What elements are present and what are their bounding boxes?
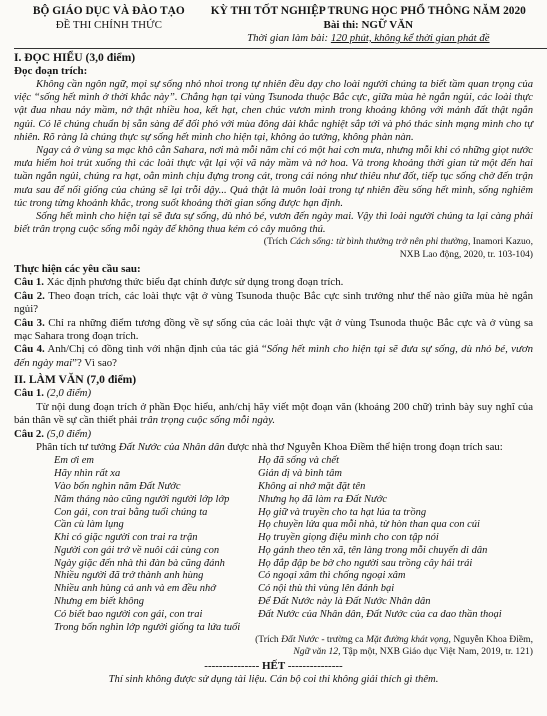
source-work: Cách sống: từ bình thường trở nên phi thường bbox=[289, 236, 468, 248]
source-pre: (Trích bbox=[263, 236, 290, 248]
poem-left-line: Cần cù làm lụng bbox=[54, 519, 124, 531]
poem-left-line: Nhiều người đã trở thành anh hùng bbox=[54, 570, 204, 582]
writing-q1-text bbox=[14, 401, 533, 428]
question-4 bbox=[14, 343, 533, 370]
writing-section-title: II. LÀM VĂN (7,0 điểm) bbox=[14, 373, 137, 387]
writing-q1-body: Từ nội dung đoạn trích ở phần Đọc hiểu, anh/chị hãy viết một đoạn văn (khoảng 200 chữ) trình bày suy nghĩ của bản thân về sự cần thiết phải bbox=[14, 400, 533, 427]
header-right bbox=[204, 4, 533, 45]
question-4-quote: Sống hết mình cho hiện tại sẽ đưa sự sống, dù nhỏ bé, vươn đến ngày mai bbox=[14, 343, 533, 369]
poem-left-line: Em ơi em bbox=[54, 455, 95, 467]
writing-q2-emphasis: Đất Nước của Nhân dân bbox=[118, 440, 225, 453]
poem-src-pre: (Trích bbox=[255, 634, 282, 646]
ministry-name: BỘ GIÁO DỤC VÀ ĐÀO TẠO bbox=[32, 5, 185, 17]
exam-subject: Bài thi: NGỮ VĂN bbox=[323, 19, 414, 31]
poem-left-column bbox=[14, 455, 258, 634]
poem-right-line: Có ngoại xâm thì chống ngoại xâm bbox=[257, 570, 406, 582]
poem-left-line: Ngày giặc đến nhà thì đàn bà cũng đánh bbox=[54, 557, 225, 569]
writing-q1-label: Câu 1. bbox=[14, 387, 44, 400]
exam-header bbox=[14, 4, 533, 45]
question-2-text: Theo đoạn trích, các loài thực vật ở vùng Tsunoda thuộc Bắc cực sinh trưởng như thế nào giữa mùa hè ngắn ngủi? bbox=[14, 289, 534, 316]
question-2-label: Câu 2. bbox=[14, 289, 45, 302]
question-3-label: Câu 3. bbox=[14, 316, 45, 329]
writing-q1-heading bbox=[14, 387, 533, 400]
passage-source bbox=[14, 236, 533, 261]
task-heading: Thực hiện các yêu cầu sau: bbox=[14, 263, 141, 276]
poem-src-textbook: Ngữ văn 12 bbox=[293, 646, 339, 658]
exam-title: KỲ THI TỐT NGHIỆP TRUNG HỌC PHỔ THÔNG NĂM 2020 bbox=[210, 5, 526, 17]
passage-paragraph-3: Sống hết mình cho hiện tại sẽ đưa sự sống, dù nhỏ bé, vươn đến ngày mai. Vậy thì loài người chúng ta lại càng phải biết trân trọng cuộc sống mỗi ngày để không thua kém cỏ cây muông thú. bbox=[14, 211, 533, 236]
poem-left-line: Người con gái trở về nuôi cái cùng con bbox=[54, 544, 220, 556]
poem-source bbox=[14, 634, 533, 658]
poem-right-line: Nhưng họ đã làm ra Đất Nước bbox=[257, 493, 387, 505]
poem-left-line: Năm tháng nào cũng người người lớp lớp bbox=[54, 493, 230, 505]
official-label: ĐỀ THI CHÍNH THỨC bbox=[55, 19, 162, 31]
source-publisher: NXB Lao động, 2020, tr. 103-104) bbox=[399, 248, 533, 260]
poem-left-line: Khi có giặc người con trai ra trận bbox=[54, 532, 198, 544]
time-prefix: Thời gian làm bài: bbox=[247, 32, 331, 44]
poem-left-line: Nhưng em biết không bbox=[54, 596, 145, 608]
writing-q2-heading bbox=[14, 428, 533, 441]
question-4-label: Câu 4. bbox=[14, 343, 45, 356]
poem-right-line: Đất Nước của Nhân dân, Đất Nước của ca dao thần thoại bbox=[257, 608, 502, 620]
poem-right-line: Để Đất Nước này là Đất Nước Nhân dân bbox=[257, 596, 431, 608]
poem-left-line: Có biết bao người con gái, con trai bbox=[54, 608, 203, 620]
poem-src-book: Mặt đường khát vọng bbox=[365, 634, 449, 646]
exam-note: Thí sinh không được sử dụng tài liệu. Cán bộ coi thi không giải thích gì thêm. bbox=[108, 674, 439, 686]
writing-q2-end: được nhà thơ Nguyễn Khoa Điềm thể hiện trong đoạn trích sau: bbox=[224, 440, 503, 453]
question-4-text: Anh/Chị có đồng tình với nhận định của tác giả “ bbox=[44, 343, 267, 356]
poem-right-line: Họ giữ và truyền cho ta hạt lúa ta trồng bbox=[257, 506, 427, 518]
poem-right-line: Giản dị và bình tâm bbox=[257, 468, 342, 480]
poem-left-line: Trong bốn nghìn lớp người giống ta lứa tuổi bbox=[54, 621, 241, 633]
question-4-end: ”? Vì sao? bbox=[72, 356, 117, 369]
writing-q2-body: Phân tích tư tưởng bbox=[36, 440, 119, 453]
writing-q1-points: (2,0 điểm) bbox=[44, 387, 92, 400]
poem-right-line: Họ đắp đập be bờ cho người sau trồng cây hái trái bbox=[257, 557, 473, 569]
exam-time bbox=[204, 32, 533, 45]
poem-right-line: Không ai nhớ mặt đặt tên bbox=[257, 480, 366, 492]
header-divider bbox=[14, 48, 547, 49]
poem-right-line: Có nội thù thì vùng lên đánh bại bbox=[257, 583, 395, 595]
question-2 bbox=[14, 290, 533, 317]
poem-right-column bbox=[258, 455, 533, 634]
time-value: 120 phút, không kể thời gian phát đề bbox=[330, 32, 490, 44]
poem-left-line: Con gái, con trai bằng tuổi chúng ta bbox=[54, 506, 208, 518]
writing-q2-points: (5,0 điểm) bbox=[44, 427, 92, 440]
reading-section-title: I. ĐỌC HIỂU (3,0 điểm) bbox=[14, 51, 136, 64]
poem-right-line: Họ truyền giọng điệu mình cho con tập nói bbox=[257, 532, 439, 544]
question-1 bbox=[14, 276, 533, 289]
passage-paragraph-2: Ngay cả ở vùng sa mạc khô cằn Sahara, nơi mà mỗi năm chỉ có một hai cơn mưa, nhưng mỗi khi có những giọt nước mưa hiếm hoi trút xuống thì các loài thực vật lại vội vã nảy mầm và nở hoa. Và trong khoảng thời gian từ một đến hai tuần ngắn ngủi, chúng ra hạt, oằn mình chịu đựng trong cát, trong cái nóng như thiêu như đốt, tiếp tục sống chờ đến trận mưa sau để nối giống của chúng sẽ lại trỗi dậy... Quả thật là muôn loài trong tự nhiên đều sống hết mình, sống nghiêm túc trong từng khoảnh khắc, trong suốt khoảng thời gian sống được hạn định. bbox=[14, 145, 533, 209]
poem-left-line: Vào bốn nghìn năm Đất Nước bbox=[54, 480, 181, 492]
question-3-text: Chỉ ra những điểm tương đồng về sự sống của các loài thực vật ở vùng Tsunoda thuộc Bắc cực và ở vùng sa mạc Sahara trong đoạn trích. bbox=[14, 316, 533, 343]
passage-label: Đọc đoạn trích: bbox=[14, 65, 88, 77]
writing-q2-text bbox=[14, 441, 533, 454]
question-1-label: Câu 1. bbox=[14, 276, 44, 289]
poem-src-publisher: , Tập một, NXB Giáo dục Việt Nam, 2019, tr. 121) bbox=[338, 646, 533, 658]
poem-src-work: Đất Nước bbox=[281, 634, 319, 646]
poem-right-line: Họ đã sống và chết bbox=[257, 455, 340, 467]
writing-q2-label: Câu 2. bbox=[14, 427, 44, 440]
question-1-text: Xác định phương thức biểu đạt chính được sử dụng trong đoạn trích. bbox=[44, 276, 344, 289]
poem-excerpt bbox=[14, 455, 533, 634]
poem-left-line: Nhiều anh hùng cả anh và em đều nhớ bbox=[54, 583, 216, 595]
poem-left-line: Hãy nhìn rất xa bbox=[54, 468, 121, 480]
question-3 bbox=[14, 317, 533, 344]
writing-q1-emphasis: trân trọng cuộc sống mỗi ngày. bbox=[140, 414, 276, 427]
passage-paragraph-1: Không cần ngôn ngữ, mọi sự sống nhỏ nhoi trong tự nhiên đều dạy cho loài người chúng ta biết tầm quan trọng của việc “sống hết mình ở thời khắc này”. Chẳng hạn tại vùng Tsunoda thuộc Bắc cực, giữa mùa hè ngắn ngủi, các loài thực vật đua nhau nảy mầm, nở thật nhiều hoa, kết hạt, chen chúc vươn mình trong khoảng không với mảnh đất thật ngắn ngủi. Có lẽ chúng chuẩn bị sẵn sàng để đối phó với mùa đông dài khắc nghiệt sắp tới và phó thác sinh mạng mình cho tự nhiên. Rõ ràng là chúng thực sự sống hết mình cho hiện tại, không ảo tưởng, không phàn nàn. bbox=[14, 79, 533, 143]
source-author: , Inamori Kazuo, bbox=[467, 236, 533, 248]
end-mark: --------------- HẾT --------------- bbox=[204, 660, 343, 673]
poem-right-line: Họ chuyền lửa qua mỗi nhà, từ hòn than qua con cúi bbox=[257, 519, 480, 531]
poem-src-mid: - trường ca bbox=[318, 634, 366, 646]
header-left bbox=[14, 4, 204, 45]
poem-src-author: , Nguyễn Khoa Điềm, bbox=[448, 634, 533, 646]
poem-right-line: Họ gánh theo tên xã, tên làng trong mỗi chuyến di dân bbox=[257, 544, 488, 556]
